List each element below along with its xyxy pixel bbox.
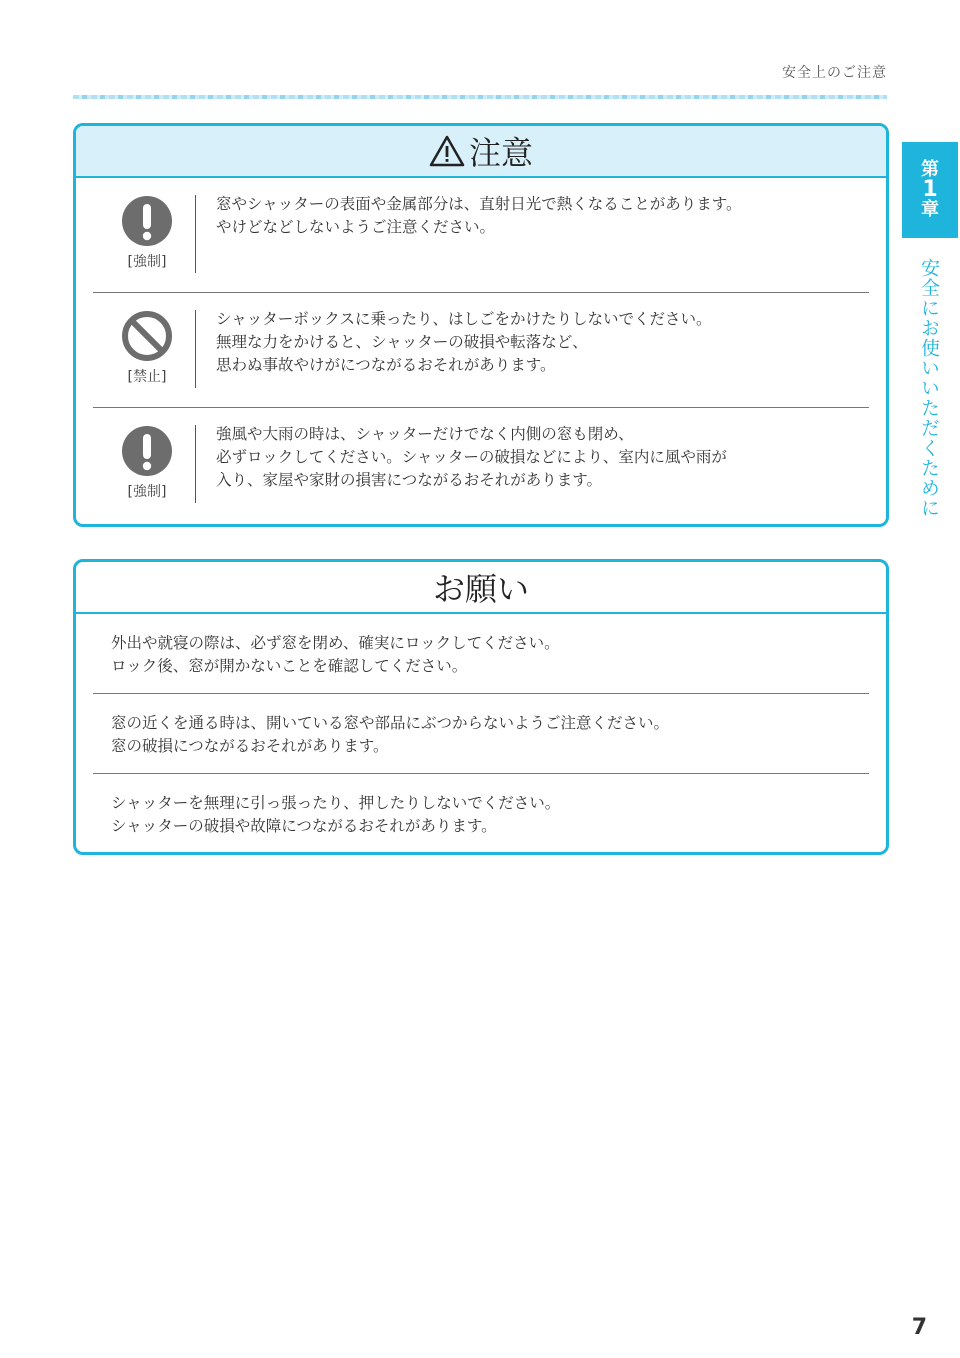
text-line: 窓やシャッターの表面や金属部分は、直射日光で熱くなることがあります。 [216,195,742,213]
vertical-divider [195,310,196,388]
request-title: お願い [432,570,529,608]
chapter-number: 1 [922,177,938,202]
header-rule [73,95,887,99]
running-header: 安全上のご注意 [782,65,887,81]
warning-triangle-icon [429,135,465,167]
icon-label: [強制] [127,484,167,500]
text-line: シャッターを無理に引っ張ったり、押したりしないでください。 [111,794,561,812]
mandatory-icon [121,195,173,247]
vertical-divider [195,425,196,503]
request-item [76,774,886,854]
mandatory-icon [121,425,173,477]
text-line: 外出や就寝の際は、必ず窓を閉め、確実にロックしてください。 [111,634,560,652]
caution-box [73,123,889,527]
chapter-suffix: 章 [921,199,939,220]
request-item [76,614,886,694]
text-line: 必ずロックしてください。シャッターの破損などにより、室内に風や雨が [216,448,727,466]
caution-text [216,423,866,492]
vertical-divider [195,195,196,273]
text-line: 強風や大雨の時は、シャッターだけでなく内側の窓も閉め、 [216,425,634,443]
text-line: 窓の破損につながるおそれがあります。 [111,737,389,755]
caution-text [216,308,866,377]
text-line: ロック後、窓が開かないことを確認してください。 [111,657,468,675]
chapter-prefix: 第 [921,159,939,180]
caution-header [76,126,886,178]
text-line: やけどなどしないようご注意ください。 [216,218,496,236]
request-box [73,559,889,855]
text-line: 窓の近くを通る時は、開いている窓や部品にぶつからないようご注意ください。 [111,714,670,732]
caution-item [76,408,886,523]
page-number: 7 [911,1315,927,1340]
caution-item [76,293,886,408]
chapter-side-title: 安全にお使いいただくために [918,258,940,518]
icon-label: [強制] [127,254,167,270]
caution-item [76,178,886,293]
request-header [76,562,886,614]
caution-title: 注意 [468,134,533,172]
text-line: 思わぬ事故やけがにつながるおそれがあります。 [216,356,556,374]
chapter-tab [902,142,958,238]
icon-label: [禁止] [127,369,167,385]
text-line: シャッターボックスに乗ったり、はしごをかけたりしないでください。 [216,310,712,328]
prohibited-icon [121,310,173,362]
request-item [76,694,886,774]
text-line: シャッターの破損や故障につながるおそれがあります。 [111,817,497,835]
text-line: 無理な力をかけると、シャッターの破損や転落など、 [216,333,588,351]
text-line: 入り、家屋や家財の損害につながるおそれがあります。 [216,471,602,489]
caution-text [216,193,866,239]
